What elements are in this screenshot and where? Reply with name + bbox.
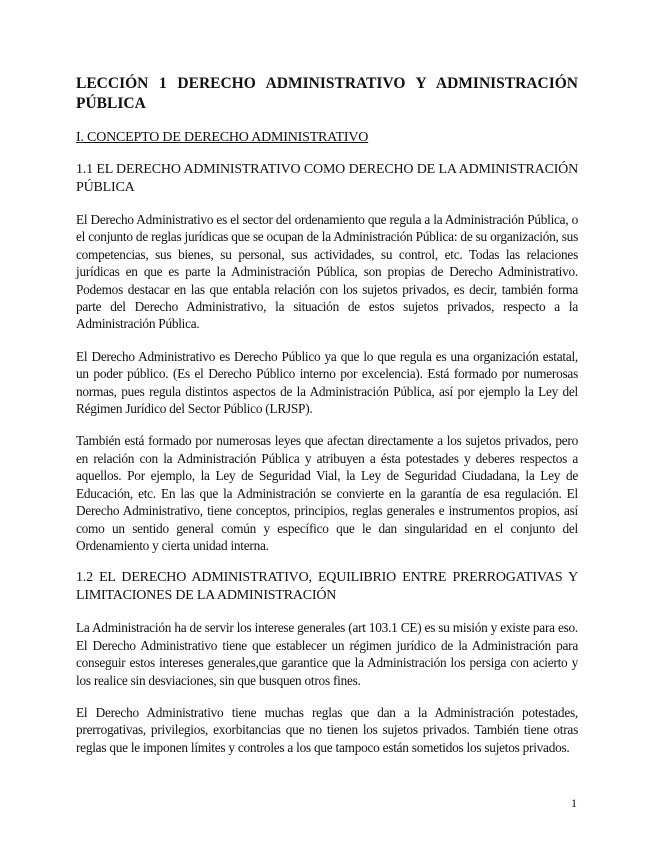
paragraph: El Derecho Administrativo es el sector del ordenamiento que regula a la Administración Pública, o el conjunto de reglas jurídicas que se ocupan de la Administración Pública: de su organización, sus competencias, sus bienes, su personal, sus actividades, su control, etc. Todas las relaciones jurídicas en que es parte la Administración Pública, son propias de Derecho Administrativo. Podemos destacar en las que entabla relación con los sujetos privados, es decir, también forma parte del Derecho Administrativo, la situación de estos sujetos privados, respecto a la Administración Pública. [76, 212, 578, 332]
subsection-heading-1: 1.1 EL DERECHO ADMINISTRATIVO COMO DERECHO DE LA ADMINISTRACIÓN PÚBLICA [76, 162, 578, 195]
paragraph: El Derecho Administrativo es Derecho Público ya que lo que regula es una organización estatal, un poder público. (Es el Derecho Público interno por excelencia). Está formado por numerosas normas, pues regula distintos aspectos de la Administración Pública, así por ejemplo la Ley del Régimen Jurídico del Sector Público (LRJSP). [76, 348, 578, 417]
lesson-title-line2: PÚBLICA [76, 95, 146, 112]
document-page [76, 74, 578, 771]
page-number: 1 [571, 796, 577, 810]
paragraph: El Derecho Administrativo tiene muchas reglas que dan a la Administración potestades, prerrogativas, privilegios, exorbitancias que no tienen los sujetos privados. También tiene otras reglas que le imponen límites y controles a los que tampoco están sometidos los sujetos privados. [76, 704, 578, 755]
paragraph: También está formado por numerosas leyes que afectan directamente a los sujetos privados, pero en relación con la Administración Pública y atribuyen a ésta potestades y deberes respectos a aquellos. Por ejemplo, la Ley de Seguridad Vial, la Ley de Seguridad Ciudadana, la Ley de Educación, etc. En las que la Administración se convierte en la garantía de esa regulación. El Derecho Administrativo, tiene conceptos, principios, reglas generales e instrumentos propios, así como un sentido general común y específico que le dan singularidad en el conjunto del Ordenamiento y cierta unidad interna. [76, 433, 578, 553]
paragraph: La Administración ha de servir los interese generales (art 103.1 CE) es su misión y existe para eso. El Derecho Administrativo tiene que establecer un régimen jurídico de la Administración para conseguir estos intereses generales,que garantice que la Administración los persiga con acierto y los realice sin desviaciones, sin que busquen otros fines. [76, 620, 578, 688]
subsection-heading-2: 1.2 EL DERECHO ADMINISTRATIVO, EQUILIBRIO ENTRE PRERROGATIVAS Y LIMITACIONES DE LA ADMINISTRACIÓN [76, 570, 578, 604]
section-heading: I. CONCEPTO DE DERECHO ADMINISTRATIVO [76, 130, 369, 145]
lesson-title [76, 74, 578, 114]
lesson-title-line1: LECCIÓN 1 DERECHO ADMINISTRATIVO Y ADMINISTRACIÓN [76, 75, 578, 92]
